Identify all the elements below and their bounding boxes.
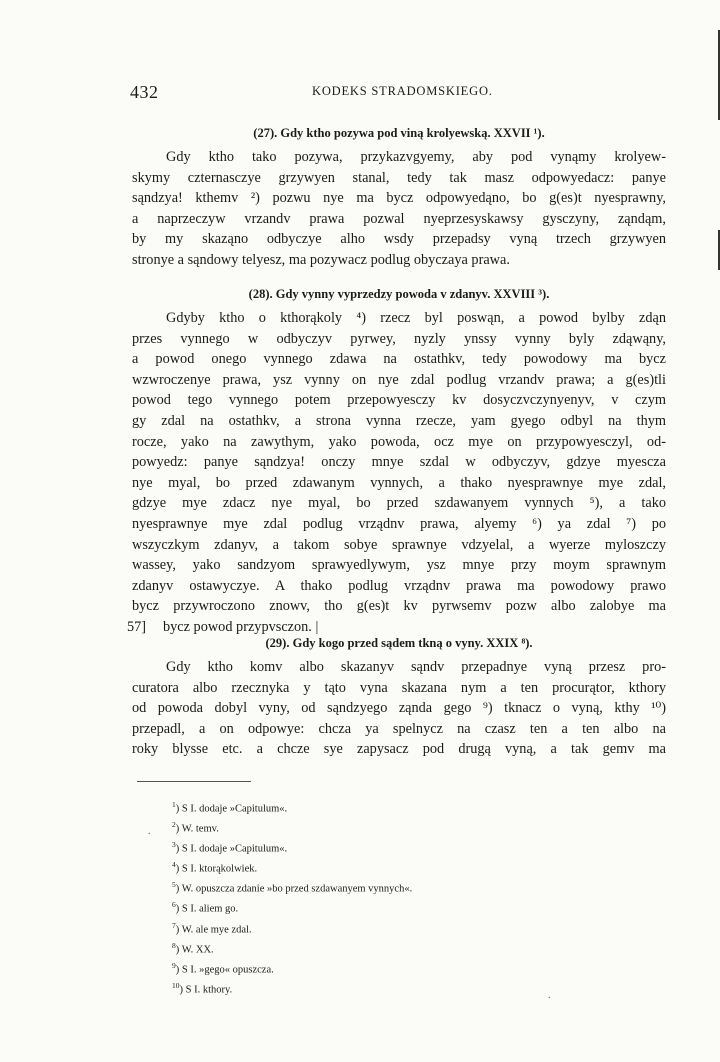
footnotes	[172, 797, 412, 998]
footnote: $^1$) S I. dodaje »Capitulum«.	[172, 800, 288, 815]
text-line: a naprzeczyw vrzandv prawa pozwal nyeprzesyskawsy gysczyny, ząndąm,	[132, 210, 666, 227]
final-line: bycz powod przypvsczon. |	[163, 618, 319, 635]
section-27	[132, 123, 666, 271]
footnote: $^2$) W. temv.	[172, 820, 219, 835]
text-line: wszyczkym zdanyv, a takom sobye sprawnye vdzyelal, a wyerze myloszczy	[132, 536, 666, 553]
running-title: KODEKS STRADOMSKIEGO.	[312, 84, 493, 98]
text-line: skymy czternasczye grzywyen stanal, tedy tak masz odpowyedacz: panye	[132, 169, 666, 186]
text-line: zdanyv ostawyczye. A thako podlug vrządnv prawa ma powodowy prawo	[132, 577, 666, 594]
text-line: Gdyby ktho o kthorąkoly ⁴) rzecz byl poswąn, a powod bylby zdąn	[166, 310, 666, 326]
margin-number: 57]	[127, 618, 147, 635]
footnote: $^6$) S I. aliem go.	[172, 900, 239, 915]
text-line: a powod onego vynnego zdawa na ostathkv, tedy powodowy ma bycz	[132, 351, 666, 368]
footnote: $^{10}$) S I. kthory.	[172, 980, 233, 996]
footnote: $^8$) W. XX.	[172, 940, 214, 956]
text-line: sąndzya! kthemv ²) pozwu nye ma bycz odpowyedąno, bo g(es)t nyesprawny,	[132, 190, 666, 207]
section-28	[127, 284, 666, 638]
text-line: Gdy ktho komv albo skazanyv sąndv przepadnye vyną przesz pro-	[166, 659, 666, 675]
text-line: roky blysse etc. a chcze sye zapysacz pod drugą vyną, a tak gemv ma	[132, 741, 666, 758]
section-heading: (29). Gdy kogo przed sądem tkną o vyny. XXIX ⁸).	[265, 636, 533, 650]
section-29	[132, 633, 666, 760]
ink-speck: .	[548, 990, 551, 1001]
text-line: nye myal, bo przed zdawanym vynnych, a thako nyesprawnye mye zdal,	[132, 474, 666, 491]
text-line: powyedz: panye sąndzya! onczy mnye szdal w odbyczyv, gdzye myescza	[132, 454, 666, 471]
page-number: 432	[130, 82, 159, 102]
text-line: od powoda dobyl vyny, od sąndzyego ząnda gego ⁹) tknacz o vyną, kthy ¹⁰)	[132, 700, 666, 717]
footnote: $^9$) S I. »gego« opuszcza.	[172, 960, 274, 976]
footnote: $^3$) S I. dodaje »Capitulum«.	[172, 840, 288, 855]
footnote-divider	[137, 781, 251, 782]
running-header	[0, 82, 720, 106]
footnote: $^7$) W. ale mye zdal.	[172, 920, 252, 936]
text-line: by my skaząno odbyczye alho wsdy przepadsy vyną trzech grzywyen	[132, 231, 666, 248]
footnote: $^5$) W. opuszcza zdanie »bo przed szdawanyem vynnych«.	[172, 880, 413, 895]
text-line: gdzye mye zdacz nye myal, bo przed szdawanyem vynnych ⁵), a tako	[132, 495, 666, 512]
text-line: powod tego vynnego potem przepowyesczy kv dosyczvczynyenyv, v czym	[132, 392, 666, 409]
text-line: przes vynnego w odbyczyv pyrwey, nyzly ynssy vynny byly zdąwąny,	[132, 330, 666, 347]
text-line: curatora albo rzecznyka y tąto vyna skazana nym a ten procurątor, kthory	[132, 679, 666, 696]
text-line: rocze, yako na zawythym, yako powoda, ocz mye on przypowyesczyl, od-	[132, 433, 666, 450]
text-line: gy zdal na ostathkv, a strona vynna rzecze, yam gyego odbyl na thym	[132, 412, 666, 429]
text-line: wassey, yako sandzyom sprawyedlywym, ysz mnye przy moym sprawnym	[132, 557, 666, 574]
text-line: nyesprawnye mye zdal podlug vrządnv prawa, alyemy ⁶) ya zdal ⁷) po	[132, 515, 666, 532]
footnote: $^4$) S I. ktorąkolwiek.	[172, 860, 258, 875]
text-line: bycz przywroczono znowv, tho g(es)t kv pyrwsemv pozw albo zalobye ma	[132, 598, 666, 615]
text-line: stronye a sąndowy telyesz, ma pozywacz podlug obyczaya prawa.	[132, 251, 510, 268]
section-heading: (28). Gdy vynny vyprzedzy powoda v zdanyv. XXVIII ³).	[248, 287, 550, 301]
ink-speck: .	[148, 826, 151, 837]
section-heading: (27). Gdy ktho pozywa pod viną krolyewską. XXVII ¹).	[253, 126, 545, 140]
text-line: przepadl, a on odpowye: chcza ya spelnycz na czasz ten a ten albo na	[132, 720, 666, 737]
text-line: Gdy ktho tako pozywa, przykazvgyemy, aby pod vynąmy krolyew-	[166, 149, 666, 165]
text-line: wzwroczenye prawa, ysz vynny on nye zdal podlug vrzandv prawa; a g(es)tli	[132, 371, 666, 388]
